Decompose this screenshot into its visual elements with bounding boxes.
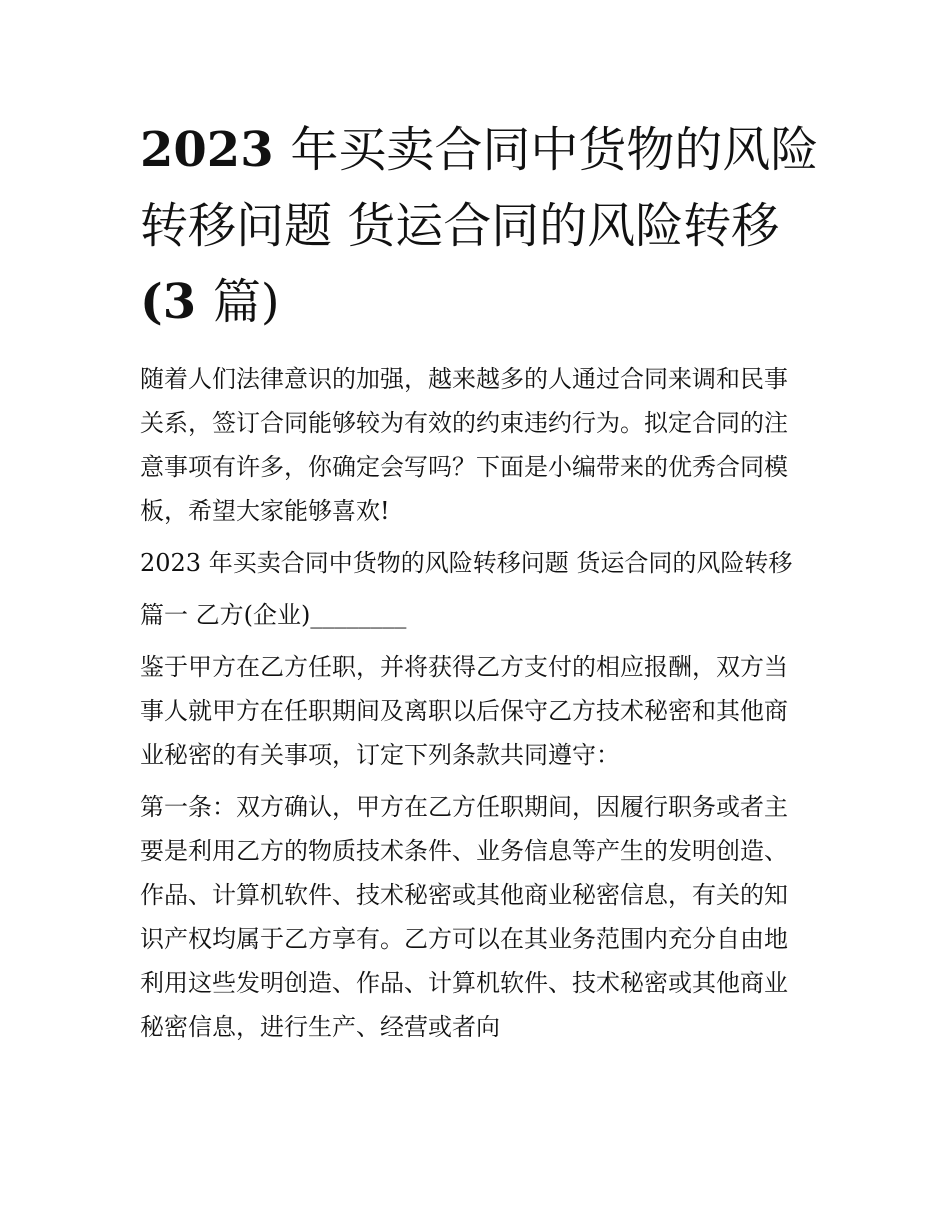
body-line: 鉴于甲方在乙方任职，并将获得乙方支付的相应报酬，双方当	[140, 653, 788, 681]
title-line-3-text: 篇)	[212, 274, 280, 330]
body-line: 第一条：双方确认，甲方在乙方任职期间，因履行职务或者主	[140, 793, 788, 821]
body-line: 要是利用乙方的物质技术条件、业务信息等产生的发明创造、	[140, 837, 788, 865]
title-line-1-text: 年买卖合同中货物的风险	[290, 122, 819, 178]
body-line: 意事项有许多，你确定会写吗？下面是小编带来的优秀合同模	[140, 453, 788, 481]
body-line: 2023 年买卖合同中货物的风险转移问题 货运合同的风险转移	[140, 549, 793, 577]
title-line-2: 转移问题 货运合同的风险转移	[140, 198, 780, 254]
body-line: 随着人们法律意识的加强，越来越多的人通过合同来调和民事	[140, 365, 788, 393]
body-line: 业秘密的有关事项，订定下列条款共同遵守：	[140, 741, 620, 769]
body-line: 篇一 乙方(企业)________	[140, 601, 407, 629]
document-body	[140, 357, 830, 1049]
body-line: 事人就甲方在任职期间及离职以后保守乙方技术秘密和其他商	[140, 697, 788, 725]
body-line: 关系，签订合同能够较为有效的约束违约行为。拟定合同的注	[140, 409, 788, 437]
body-line: 识产权均属于乙方享有。乙方可以在其业务范围内充分自由地	[140, 925, 788, 953]
document-title	[140, 112, 820, 340]
body-line: 板，希望大家能够喜欢!	[140, 497, 390, 525]
body-line: 秘密信息，进行生产、经营或者向	[140, 1013, 500, 1041]
body-line: 作品、计算机软件、技术秘密或其他商业秘密信息，有关的知	[140, 881, 788, 909]
title-count: (3	[140, 274, 197, 330]
title-line-3	[140, 264, 820, 340]
body-line: 利用这些发明创造、作品、计算机软件、技术秘密或其他商业	[140, 969, 788, 997]
title-line-1	[140, 112, 820, 188]
title-year: 2023	[140, 122, 274, 178]
